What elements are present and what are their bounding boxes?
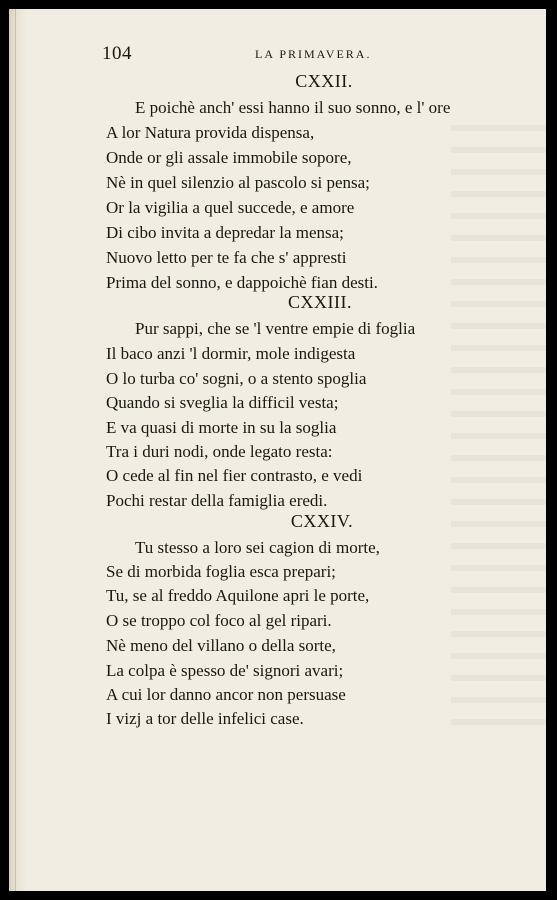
- verse-line: O se troppo col foco al gel ripari.: [106, 611, 332, 630]
- verse-line: Nè in quel silenzio al pascolo si pensa;: [106, 173, 370, 192]
- verse-line: Onde or gli assale immobile sopore,: [106, 148, 352, 167]
- verse-line: Quando si sveglia la difficil vesta;: [106, 393, 339, 412]
- verse-line: Tu stesso a loro sei cagion di morte,: [135, 538, 380, 557]
- verse-line: A lor Natura provida dispensa,: [106, 123, 315, 142]
- stanza-number: CXXII.: [295, 71, 353, 91]
- verse-line: A cui lor danno ancor non persuase: [106, 685, 346, 704]
- verse-line: Or la vigilia a quel succede, e amore: [106, 198, 355, 217]
- verse-line: Nuovo letto per te fa che s' appresti: [106, 248, 347, 267]
- verse-line: Il baco anzi 'l dormir, mole indigesta: [106, 344, 356, 363]
- book-page: [9, 9, 546, 891]
- verse-line: E va quasi di morte in su la soglia: [106, 418, 337, 437]
- verse-line: O lo turba co' sogni, o a stento spoglia: [106, 369, 367, 388]
- verse-line: I vizj a tor delle infelici case.: [106, 709, 304, 728]
- verse-line: Tra i duri nodi, onde legato resta:: [106, 442, 333, 461]
- verse-line: O cede al fin nel fier contrasto, e vedi: [106, 466, 363, 485]
- verse-line: Tu, se al freddo Aquilone apri le porte,: [106, 586, 370, 605]
- verse-line: Pur sappi, che se 'l ventre empie di foglia: [135, 319, 416, 338]
- verse-line: Pochi restar della famiglia eredi.: [106, 491, 328, 510]
- verse-line: E poichè anch' essi hanno il suo sonno, e l' ore: [135, 98, 451, 117]
- verse-line: La colpa è spesso de' signori avari;: [106, 661, 344, 680]
- gutter-line: [15, 9, 16, 891]
- verse-line: Se di morbida foglia esca prepari;: [106, 562, 336, 581]
- show-through-text: [451, 109, 546, 729]
- page-gutter: [9, 9, 27, 891]
- verse-line: Nè meno del villano o della sorte,: [106, 636, 336, 655]
- page-header: [9, 43, 546, 65]
- verse-line: Prima del sonno, e dappoichè fian desti.: [106, 273, 378, 292]
- verse-line: Di cibo invita a depredar la mensa;: [106, 223, 344, 242]
- stanza-number: CXXIV.: [290, 511, 354, 531]
- page-number: 104: [102, 43, 132, 64]
- stanza-number: CXXIII.: [288, 292, 352, 312]
- running-head: LA PRIMAVERA.: [255, 47, 372, 61]
